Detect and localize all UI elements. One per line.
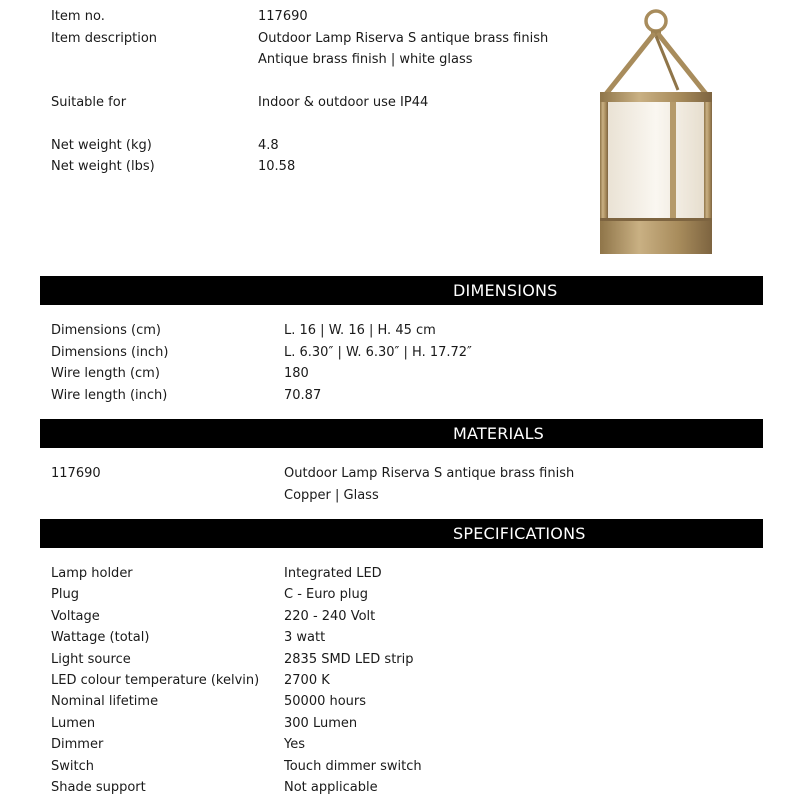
materials-header-bar [40,419,763,448]
shade-support-value: Not applicable [284,780,378,795]
net-weight-kg-label: Net weight (kg) [51,138,152,153]
net-weight-lbs-value: 10.58 [258,159,296,174]
wire-length-inch-label: Wire length (inch) [51,388,168,403]
item-description-value: Outdoor Lamp Riserva S antique brass finish [258,31,549,46]
net-weight-lbs-label: Net weight (lbs) [51,159,155,174]
specifications-title: SPECIFICATIONS [453,524,586,543]
materials-item-no: 117690 [51,466,101,481]
plug-label: Plug [51,587,79,602]
lumen-label: Lumen [51,716,96,731]
dimensions-inch-value: L. 6.30″ | W. 6.30″ | H. 17.72″ [284,345,472,360]
plug-value: C - Euro plug [284,587,368,602]
voltage-label: Voltage [51,609,100,624]
switch-label: Switch [51,759,94,774]
wire-length-cm-label: Wire length (cm) [51,366,160,381]
dimensions-cm-value: L. 16 | W. 16 | H. 45 cm [284,323,436,338]
specifications-header-bar [40,519,763,548]
dimensions-header-bar [40,276,763,305]
dimmer-label: Dimmer [51,737,104,752]
item-description-label: Item description [51,31,158,46]
suitable-for-value: Indoor & outdoor use IP44 [258,95,429,110]
lantern-lamp-image [596,8,716,258]
dimensions-title: DIMENSIONS [453,281,558,300]
dimensions-inch-label: Dimensions (inch) [51,345,169,360]
materials-composition: Copper | Glass [284,488,379,503]
shade-support-label: Shade support [51,780,146,795]
dimmer-value: Yes [284,737,305,752]
colour-temperature-value: 2700 K [284,673,330,688]
dimensions-cm-label: Dimensions (cm) [51,323,161,338]
item-no-value: 117690 [258,9,308,24]
wattage-value: 3 watt [284,630,326,645]
wire-length-cm-value: 180 [284,366,309,381]
lamp-holder-label: Lamp holder [51,566,133,581]
wattage-label: Wattage (total) [51,630,150,645]
switch-value: Touch dimmer switch [284,759,422,774]
wire-length-inch-value: 70.87 [284,388,322,403]
colour-temperature-label: LED colour temperature (kelvin) [51,673,260,688]
materials-description: Outdoor Lamp Riserva S antique brass finish [284,466,575,481]
net-weight-kg-value: 4.8 [258,138,279,153]
item-no-label: Item no. [51,9,105,24]
light-source-label: Light source [51,652,131,667]
suitable-for-label: Suitable for [51,95,127,110]
voltage-value: 220 - 240 Volt [284,609,376,624]
materials-title: MATERIALS [453,424,545,443]
light-source-value: 2835 SMD LED strip [284,652,414,667]
item-description-finish: Antique brass finish | white glass [258,52,473,67]
lamp-holder-value: Integrated LED [284,566,382,581]
nominal-lifetime-value: 50000 hours [284,694,367,709]
nominal-lifetime-label: Nominal lifetime [51,694,159,709]
lumen-value: 300 Lumen [284,716,358,731]
